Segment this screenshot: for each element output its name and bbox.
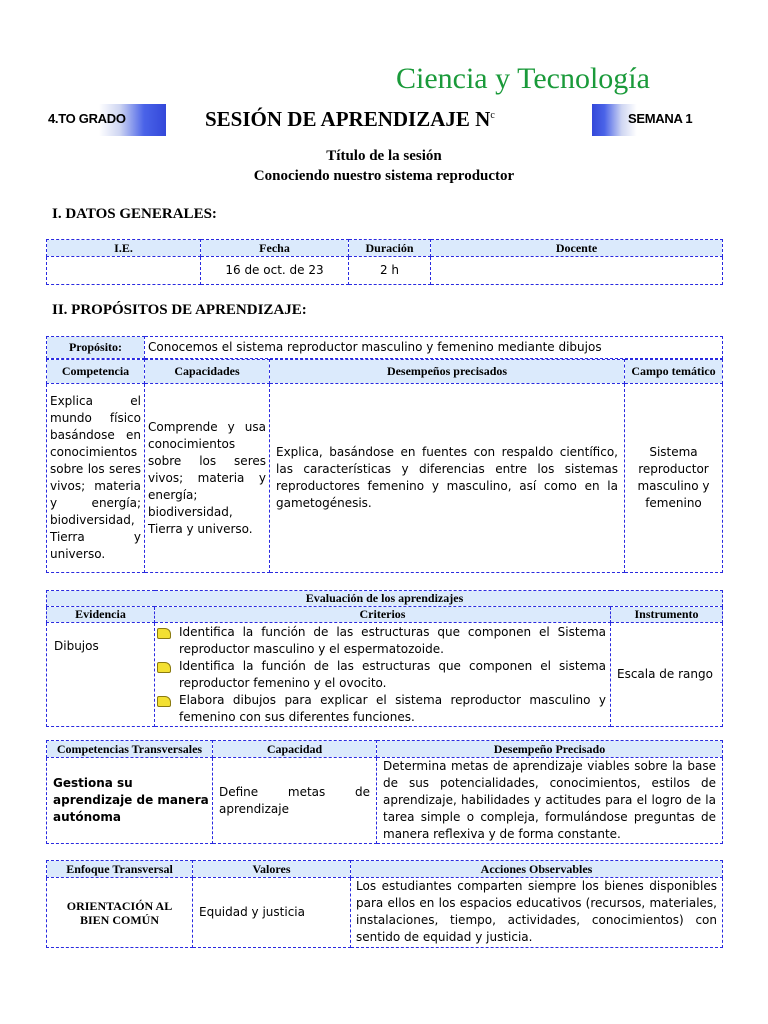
cell-campo: Sistema reproductor masculino y femenino [625,384,723,573]
cell-instrumento: Escala de rango [611,623,723,727]
header-comp-transversales: Competencias Transversales [47,741,213,758]
folder-icon [157,662,171,673]
header-desempeno-precisado: Desempeño Precisado [377,741,723,758]
week-label: SEMANA 1 [628,111,693,126]
session-title [205,107,495,132]
cell-duracion: 2 h [349,257,431,285]
session-label: SESIÓN DE APRENDIZAJE N [205,107,491,131]
cell-desempenos: Explica, basándose en fuentes con respaldo científico, las características y diferencias entre los sistemas reproductores femenino y masculino, así como en la gametogénesis. [270,384,625,573]
header-acciones: Acciones Observables [351,861,723,878]
grade-tag [44,104,166,136]
header-evidencia: Evidencia [47,607,155,623]
cell-ie [47,257,201,285]
header-ie: I.E. [47,240,201,257]
header-campo: Campo temático [625,360,723,384]
header-criterios: Criterios [155,607,611,623]
purpose-label: Propósito: [47,337,145,359]
session-suffix: c [490,110,495,121]
header-duracion: Duración [349,240,431,257]
header-capacidades: Capacidades [145,360,270,384]
evaluation-table [46,590,723,727]
header-docente: Docente [431,240,723,257]
criterion-2: Identifica la función de las estructuras que componen el sistema reproductor femenino y el ovocito. [179,659,606,690]
subject-title: Ciencia y Tecnología [396,62,650,95]
competencies-table [46,359,723,573]
criterion-1: Identifica la función de las estructuras que componen el Sistema reproductor masculino y el espermatozoide. [179,625,606,656]
section1-heading: I. DATOS GENERALES: [52,206,217,222]
cell-capacidad: Define metas de aprendizaje [213,758,377,844]
cell-comp-transversal: Gestiona su aprendizaje de manera autónoma [47,758,213,844]
criterion-3: Elabora dibujos para explicar el sistema reproductor masculino y femenino con sus diferentes funciones. [179,693,606,724]
cell-acciones: Los estudiantes comparten siempre los bienes disponibles para ellos en los espacios educativos (recursos, materiales, instalaciones, tiempo, actividades, conocimientos) con sentido de equidad y justicia. [351,878,723,948]
cell-criterios [155,623,611,727]
cell-capacidades: Comprende y usa conocimientos sobre los seres vivos; materia y energía; biodiversidad, Tierra y universo. [145,384,270,573]
cell-fecha: 16 de oct. de 23 [201,257,349,285]
cell-enfoque: ORIENTACIÓN AL BIEN COMÚN [47,878,193,948]
header-fecha: Fecha [201,240,349,257]
header-enfoque: Enfoque Transversal [47,861,193,878]
folder-icon [157,628,171,639]
evaluation-title: Evaluación de los aprendizajes [47,591,723,607]
header-instrumento: Instrumento [611,607,723,623]
transversal-table [46,740,723,844]
cell-desempeno-transversal: Determina metas de aprendizaje viables sobre la base de sus potencialidades, conocimientos, estilos de aprendizaje, habilidades y actitudes para el logro de la tarea simple o compleja, formulándose preguntas de manera reflexiva y de forma constante. [377,758,723,844]
folder-icon [157,696,171,707]
section2-heading: II. PROPÓSITOS DE APRENDIZAJE: [52,302,307,318]
header-competencia: Competencia [47,360,145,384]
list-item [155,624,610,658]
general-data-table [46,239,723,285]
header-desempenos: Desempeños precisados [270,360,625,384]
week-tag [592,104,716,136]
list-item [155,658,610,692]
list-item [155,692,610,726]
session-name: Conociendo nuestro sistema reproductor [253,168,515,184]
cell-evidencia: Dibujos [47,623,155,727]
enfoque-table [46,860,723,948]
purpose-text: Conocemos el sistema reproductor masculino y femenino mediante dibujos [145,337,723,359]
header-capacidad: Capacidad [213,741,377,758]
cell-docente [431,257,723,285]
title-label: Título de la sesión [326,148,442,164]
grade-label: 4.TO GRADO [48,111,126,126]
header-valores: Valores [193,861,351,878]
cell-valores: Equidad y justicia [193,878,351,948]
cell-competencia: Explica el mundo físico basándose en conocimientos sobre los seres vivos; materia y energía; biodiversidad, Tierra y universo. [47,384,145,573]
purpose-table [46,336,723,359]
